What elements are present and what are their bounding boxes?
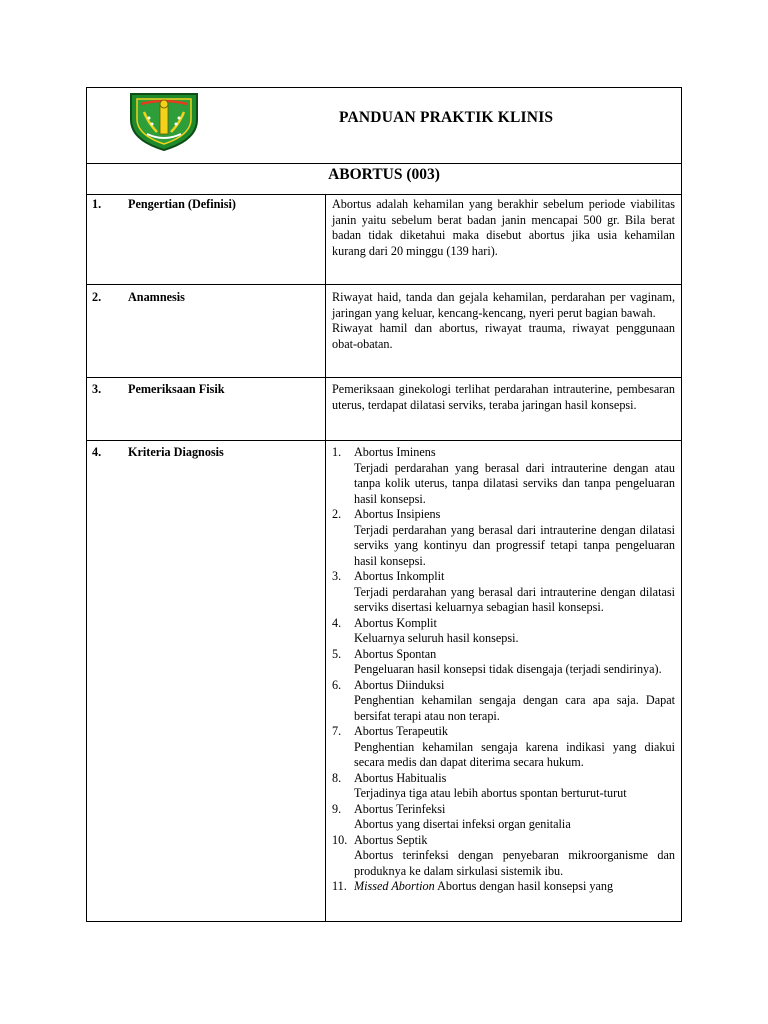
document-header — [87, 88, 681, 164]
item-name: Abortus Spontan — [354, 646, 437, 661]
list-item — [332, 507, 675, 569]
list-item — [332, 647, 675, 678]
list-item — [332, 445, 675, 507]
regional-government-crest-icon — [127, 90, 201, 152]
section-content — [332, 382, 675, 413]
section-number: 2. — [92, 290, 102, 304]
item-name: Missed Abortion — [354, 879, 435, 893]
section-title: Pengertian (Definisi) — [128, 197, 236, 211]
item-description: Terjadi perdarahan yang berasal dari intrauterine dengan dilatasi serviks yang kontinyu dan progressif tetapi tanpa pengeluaran hasil konsepsi. — [354, 522, 675, 568]
diagnosis-list — [332, 445, 675, 895]
row-divider — [87, 440, 681, 441]
item-description: Pengeluaran hasil konsepsi tidak disengaja (terjadi sendirinya). — [354, 662, 662, 676]
item-name: Abortus Terinfeksi — [354, 801, 446, 816]
item-number: 9. — [332, 801, 342, 816]
list-item — [332, 771, 675, 802]
section-content — [332, 197, 675, 259]
item-number: 6. — [332, 677, 342, 692]
item-name: Abortus Komplit — [354, 615, 437, 630]
list-item — [332, 879, 675, 895]
section-content — [332, 290, 675, 352]
item-description: Terjadinya tiga atau lebih abortus spontan berturut-turut — [354, 786, 627, 800]
subject-heading: ABORTUS (003) — [87, 164, 681, 195]
list-item — [332, 616, 675, 647]
list-item — [332, 802, 675, 833]
item-number: 3. — [332, 569, 342, 583]
item-number: 11. — [332, 879, 347, 893]
column-divider — [325, 195, 326, 922]
list-item — [332, 833, 675, 880]
item-number: 10. — [332, 832, 348, 847]
item-name: Abortus Diinduksi — [354, 677, 445, 692]
item-number: 7. — [332, 724, 342, 738]
document-title: PANDUAN PRAKTIK KLINIS — [339, 109, 554, 126]
document-table — [86, 87, 682, 922]
section-paragraph: Abortus adalah kehamilan yang berakhir sebelum periode viabilitas janin yaitu sebelum berat badan janin mencapai 500 gr. Bila berat badan tidak diketahui maka disebut abortus jika usia kehamilan kurang dari 20 minggu (139 hari). — [332, 197, 675, 258]
item-number: 2. — [332, 507, 342, 521]
item-description: Abortus yang disertai infeksi organ genitalia — [354, 817, 571, 831]
section-number: 1. — [92, 197, 102, 211]
row-divider — [87, 284, 681, 285]
item-description: Terjadi perdarahan yang berasal dari intrauterine dengan dilatasi serviks disertasi keluarnya sebagian hasil konsepsi. — [354, 584, 675, 614]
section-content — [332, 445, 675, 895]
section-paragraph: Riwayat hamil dan abortus, riwayat trauma, riwayat penggunaan obat-obatan. — [332, 321, 675, 351]
list-item — [332, 569, 675, 616]
item-description-inline: Abortus dengan hasil konsepsi yang — [437, 879, 614, 893]
item-name: Abortus Iminens — [354, 445, 436, 459]
item-name: Abortus Insipiens — [354, 507, 441, 521]
section-paragraph: Pemeriksaan ginekologi terlihat perdarahan intrauterine, pembesaran uterus, terdapat dilatasi serviks, teraba jaringan hasil konsepsi. — [332, 382, 675, 412]
item-description: Penghentian kehamilan sengaja karena indikasi yang diakui secara medis dan dapat diterima secara hukum. — [354, 739, 675, 769]
row-divider — [87, 377, 681, 378]
list-item — [332, 678, 675, 725]
item-name: Abortus Terapeutik — [354, 724, 449, 738]
item-number: 5. — [332, 646, 342, 661]
section-title: Anamnesis — [128, 290, 185, 304]
section-number: 3. — [92, 382, 102, 396]
item-number: 1. — [332, 445, 342, 459]
section-paragraph: Riwayat haid, tanda dan gejala kehamilan, perdarahan per vaginam, jaringan yang keluar, kencang-kencang, nyeri perut bagian bawah. — [332, 290, 675, 320]
item-description: Terjadi perdarahan yang berasal dari intrauterine dengan atau tanpa kolik uterus, tanpa dilatasi serviks dan tanpa pengeluaran hasil konsepsi. — [354, 460, 675, 506]
list-item — [332, 724, 675, 771]
item-description: Penghentian kehamilan sengaja dengan cara apa saja. Dapat bersifat terapi atau non terapi. — [354, 693, 675, 723]
item-description: Abortus terinfeksi dengan penyebaran mikroorganisme dan produknya ke dalam sirkulasi sistemik ibu. — [354, 848, 675, 878]
section-title: Pemeriksaan Fisik — [128, 382, 225, 396]
item-name: Abortus Habitualis — [354, 770, 447, 785]
section-title: Kriteria Diagnosis — [128, 445, 224, 459]
item-description: Keluarnya seluruh hasil konsepsi. — [354, 631, 519, 645]
item-number: 8. — [332, 770, 342, 785]
section-number: 4. — [92, 445, 102, 459]
item-name: Abortus Inkomplit — [354, 569, 445, 583]
item-number: 4. — [332, 615, 342, 630]
item-name: Abortus Septik — [354, 832, 428, 847]
